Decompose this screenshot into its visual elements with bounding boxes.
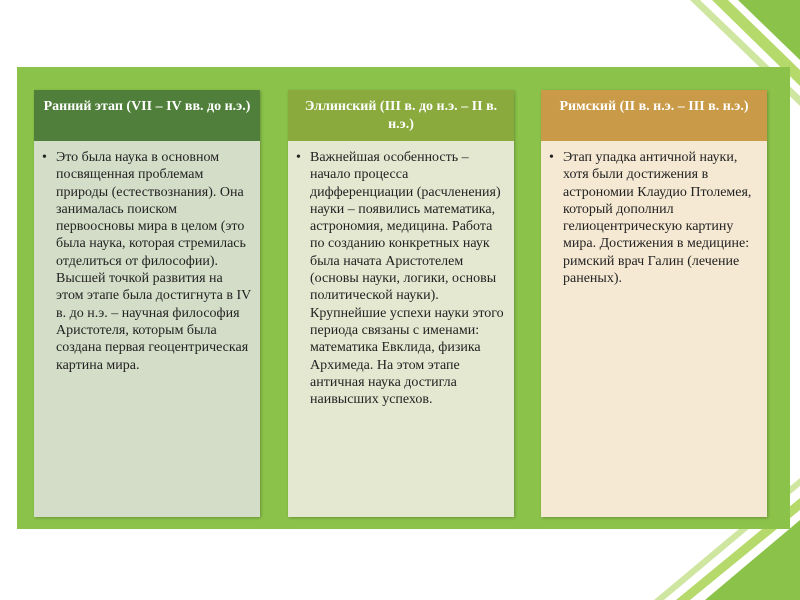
card-hellenic-period [288, 90, 514, 517]
card-early-period [34, 90, 260, 517]
card-roman-text: Этап упадка античной науки, хотя были достижения в астрономии Клаудио Птолемея, который дополнил гелиоцентрическую картину мира. Достижения в медицине: римский врач Галин (лечение раненых). [563, 150, 752, 287]
card-roman-title: Римский (II в. н.э. – III в. н.э.) [541, 90, 767, 141]
card-hellenic-title: Эллинский (III в. до н.э. – II в. н.э.) [288, 90, 514, 141]
card-roman-period [541, 90, 767, 517]
bullet-icon: • [549, 150, 554, 165]
card-early-text: Это была наука в основном посвященная проблемам природы (естествознания). Она занималась поиском первоосновы мира в целом (это была наука, которая стремилась отделиться от философии). Высшей точкой развития на этом этапе была достигнута в IV в. до н.э. – научная философия Аристотеля, которым была создана первая геоцентрическая картина мира. [56, 150, 251, 373]
bullet-icon: • [296, 150, 301, 165]
card-hellenic-body [288, 141, 514, 517]
card-roman-body [541, 141, 767, 517]
bullet-icon: • [42, 150, 47, 165]
card-early-body [34, 141, 260, 517]
card-early-title: Ранний этап (VII – IV вв. до н.э.) [34, 90, 260, 141]
card-hellenic-text: Важнейшая особенность – начало процесса дифференциации (расчленения) науки – появились математика, астрономия, медицина. Работа по созданию конкретных наук была начата Аристотелем (основы науки, логики, основы политической науки). Крупнейшие успехи науки этого периода связаны с именами: математика Евклида, физика Архимеда. На этом этапе античная наука достигла наивысших успехов. [310, 150, 504, 408]
